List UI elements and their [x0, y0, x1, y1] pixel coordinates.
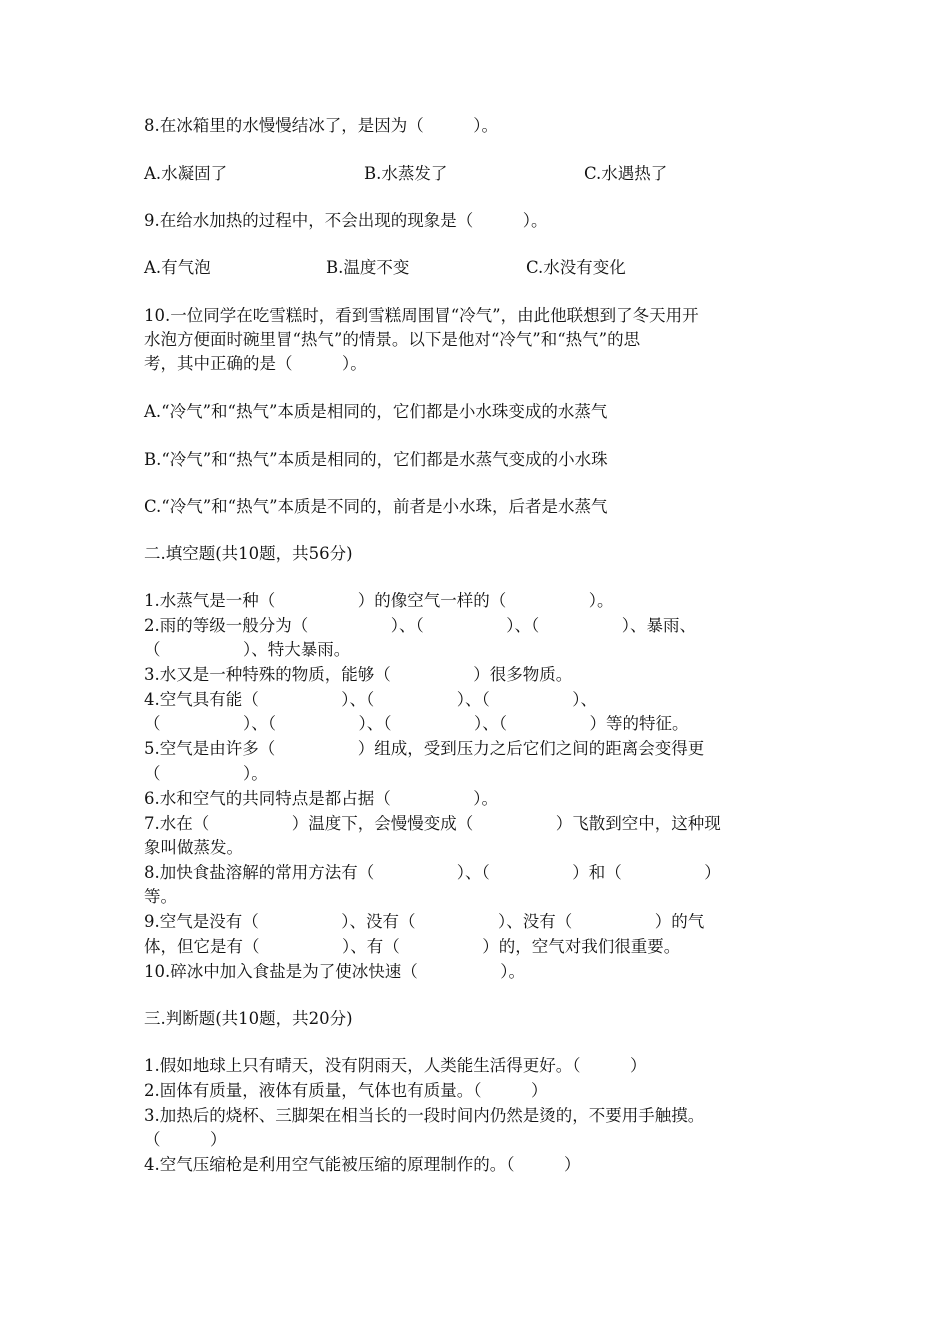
fill-blank-line: 3.水又是一种特殊的物质，能够（ ）很多物质。	[144, 665, 573, 684]
fill-blank-line: （ ）。	[144, 764, 268, 783]
question-10-option-c: C.“冷气”和“热气”本质是不同的，前者是小水珠，后者是水蒸气	[144, 497, 608, 516]
question-9-option-b: B.温度不变	[326, 258, 410, 277]
true-false-line: （ ）	[144, 1130, 227, 1149]
fill-blank-line: 7.水在（ ）温度下，会慢慢变成（ ）飞散到空中，这种现	[144, 814, 721, 833]
question-8-option-b: B.水蒸发了	[364, 164, 448, 183]
fill-blank-line: 象叫做蒸发。	[144, 838, 243, 857]
fill-blank-line: 6.水和空气的共同特点是都占据（ ）。	[144, 789, 498, 808]
fill-blank-line: 9.空气是没有（ ）、没有（ ）、没有（ ）的气	[144, 912, 705, 931]
fill-blank-line: 8.加快食盐溶解的常用方法有（ ）、（ ）和（ ）	[144, 863, 721, 882]
question-9-stem: 9.在给水加热的过程中，不会出现的现象是（ ）。	[144, 211, 548, 230]
fill-blank-line: 4.空气具有能（ ）、（ ）、（ ）、	[144, 690, 597, 709]
fill-blank-line: 等。	[144, 887, 177, 906]
question-10-option-a: A.“冷气”和“热气”本质是相同的，它们都是小水珠变成的水蒸气	[144, 402, 608, 421]
question-8-option-a: A.水凝固了	[144, 164, 228, 183]
true-false-line: 2.固体有质量，液体有质量，气体也有质量。（ ）	[144, 1081, 548, 1100]
question-8-option-c: C.水遇热了	[584, 164, 668, 183]
question-10-stem-line: 考，其中正确的是（ ）。	[144, 354, 367, 373]
question-10-stem-line: 10.一位同学在吃雪糕时，看到雪糕周围冒“冷气”，由此他联想到了冬天用开	[144, 306, 699, 325]
true-false-line: 4.空气压缩枪是利用空气能被压缩的原理制作的。（ ）	[144, 1155, 581, 1174]
question-10-option-b: B.“冷气”和“热气”本质是相同的，它们都是水蒸气变成的小水珠	[144, 450, 608, 469]
question-8-stem: 8.在冰箱里的水慢慢结冰了，是因为（ ）。	[144, 116, 498, 135]
section-heading-true-false: 三.判断题(共10题，共20分)	[144, 1009, 353, 1028]
fill-blank-line: （ ）、特大暴雨。	[144, 640, 351, 659]
fill-blank-line: （ ）、（ ）、（ ）、（ ）等的特征。	[144, 714, 689, 733]
question-9-option-a: A.有气泡	[144, 258, 211, 277]
true-false-line: 3.加热后的烧杯、三脚架在相当长的一段时间内仍然是烫的，不要用手触摸。	[144, 1106, 705, 1125]
question-9-option-c: C.水没有变化	[526, 258, 626, 277]
fill-blank-line: 体，但它是有（ ）、有（ ）的，空气对我们很重要。	[144, 937, 681, 956]
true-false-line: 1.假如地球上只有晴天，没有阴雨天，人类能生活得更好。（ ）	[144, 1056, 647, 1075]
section-heading-fill-blank: 二.填空题(共10题，共56分)	[144, 544, 353, 563]
fill-blank-line: 5.空气是由许多（ ）组成，受到压力之后它们之间的距离会变得更	[144, 739, 705, 758]
question-10-stem-line: 水泡方便面时碗里冒“热气”的情景。以下是他对“冷气”和“热气”的思	[144, 330, 641, 349]
fill-blank-line: 10.碎冰中加入食盐是为了使冰快速（ ）。	[144, 962, 525, 981]
fill-blank-line: 2.雨的等级一般分为（ ）、（ ）、（ ）、暴雨、	[144, 616, 696, 635]
fill-blank-line: 1.水蒸气是一种（ ）的像空气一样的（ ）。	[144, 591, 614, 610]
